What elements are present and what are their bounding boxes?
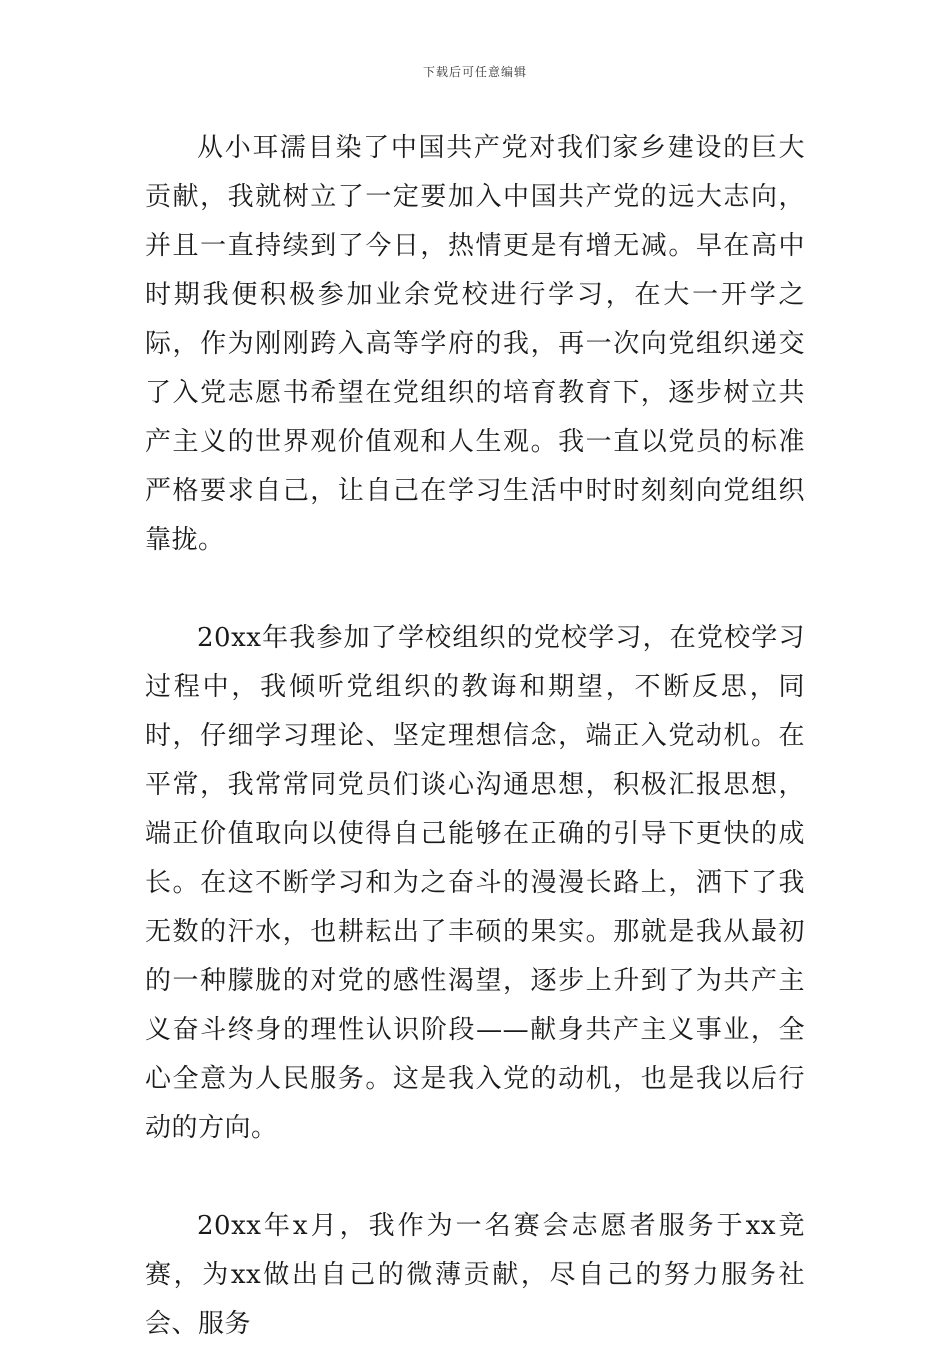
page-header-note: 下载后可任意编辑	[422, 65, 527, 79]
paragraph-2: 20xx年我参加了学校组织的党校学习，在党校学习过程中，我倾听党组织的教诲和期望，不断反思，同时，仔细学习理论、坚定理想信念，端正入党动机。在平常，我常常同党员们谈心沟通思想，积极汇报思想，端正价值取向以使得自己能够在正确的引导下更快的成长。在这不断学习和为之奋斗的漫漫长路上，洒下了我无数的汗水，也耕耘出了丰硕的果实。那就是我从最初的一种朦胧的对党的感性渴望，逐步上升到了为共产主义奋斗终身的理性认识阶段——献身共产主义事业，全心全意为人民服务。这是我入党的动机，也是我以后行动的方向。	[145, 623, 805, 1143]
paragraph-1: 从小耳濡目染了中国共产党对我们家乡建设的巨大贡献，我就树立了一定要加入中国共产党的远大志向，并且一直持续到了今日，热情更是有增无减。早在高中时期我便积极参加业余党校进行学习，在大一开学之际，作为刚刚跨入高等学府的我，再一次向党组织递交了入党志愿书希望在党组织的培育教育下，逐步树立共产主义的世界观价值观和人生观。我一直以党员的标准严格要求自己，让自己在学习生活中时时刻刻向党组织靠拢。	[145, 133, 805, 555]
document-body	[145, 124, 805, 1349]
paragraph-3: 20xx年x月，我作为一名赛会志愿者服务于xx竞赛，为xx做出自己的微薄贡献，尽自己的努力服务社会、服务	[145, 1211, 805, 1339]
